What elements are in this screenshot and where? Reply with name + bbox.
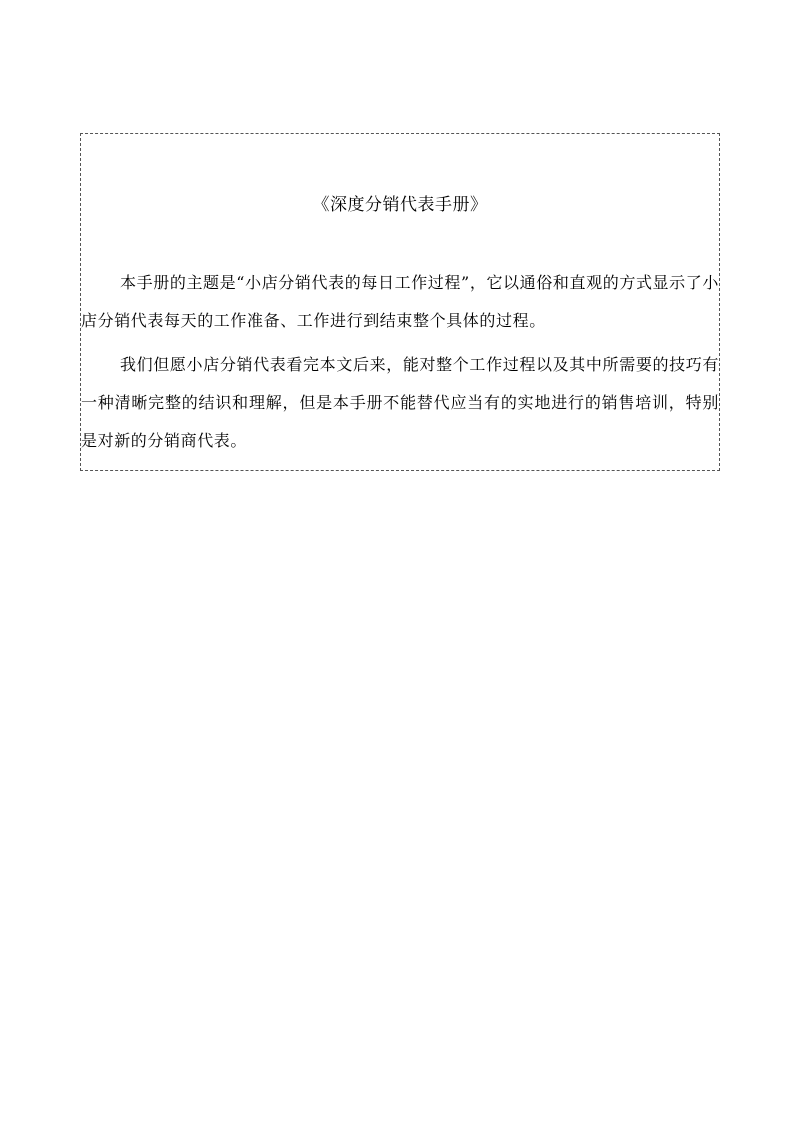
- purpose-paragraph: 我们但愿小店分销代表看完本文后来，能对整个工作过程以及其中所需要的技巧有一种清晰完整的结识和理解，但是本手册不能替代应当有的实地进行的销售培训，特别是对新的分销商代表。: [81, 355, 719, 450]
- document-title: 《深度分销代表手册》: [312, 195, 488, 215]
- intro-paragraph: 本手册的主题是“小店分销代表的每日工作过程”，它以通俗和直观的方式显示了小店分销代表每天的工作准备、工作进行到结束整个具体的过程。: [81, 273, 719, 330]
- dashed-text-frame: [80, 133, 720, 471]
